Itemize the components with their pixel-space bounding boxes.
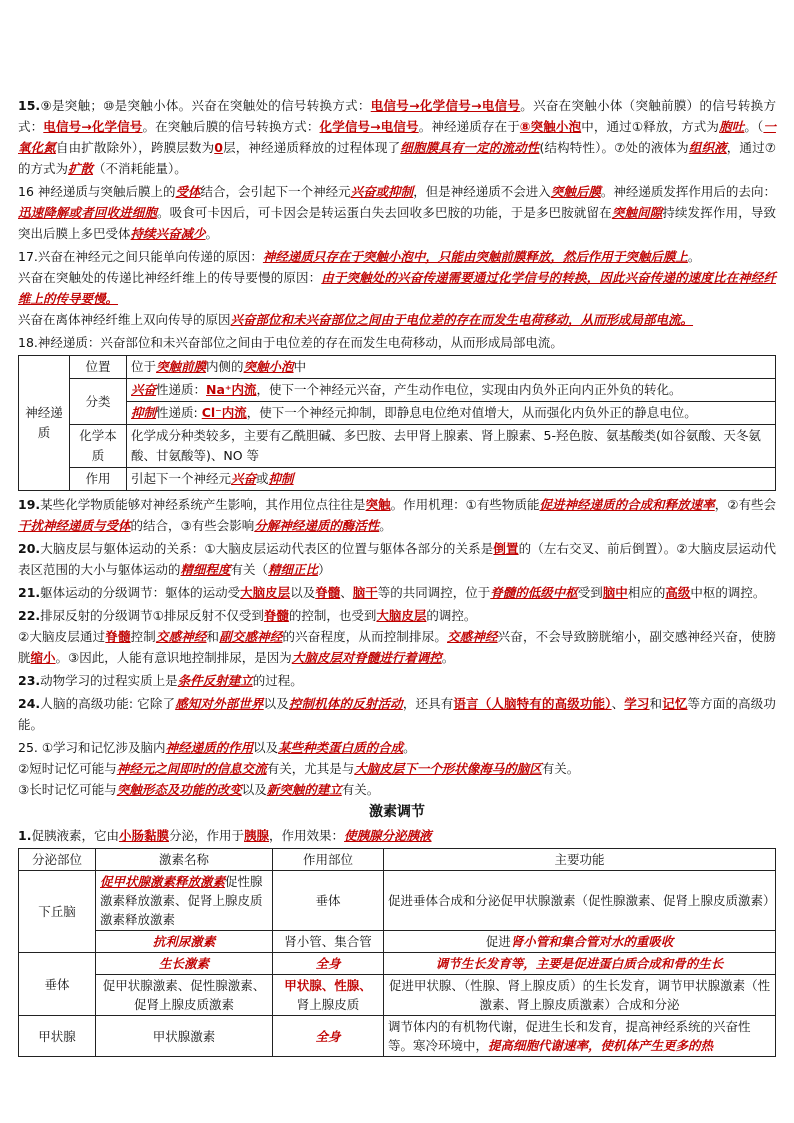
paragraph-19: 19.某些化学物质能够对神经系统产生影响，其作用位点往往是突触。作用机理：①有些物质能促进神经递质的合成和释放速率，②有些会干扰神经递质与受体的结合，③有些会影响分解神经递质的酶活性。 (18, 497, 776, 533)
answer-blank: 促进神经递质的合成和释放速率 (539, 497, 715, 512)
table-subheader: 化学本质 (70, 425, 127, 468)
section-title: 激素调节 (369, 804, 425, 820)
table-cell: 促甲状腺激素释放激素促性腺激素释放激素、促肾上腺皮质激素释放激素 (96, 871, 273, 931)
answer-blank: 迅速降解或者回收进细胞 (18, 205, 157, 220)
paragraph-h1: 1.促胰液素，它由小肠黏膜分泌，作用于胰腺，作用效果：使胰腺分泌胰液 (18, 828, 432, 843)
answer-blank: Cl⁻内流 (201, 405, 247, 420)
answer-blank: 化学信号→电信号 (319, 119, 419, 134)
answer-blank: 新突触的建立 (266, 782, 342, 797)
answer-blank: 脊髓 (263, 608, 289, 623)
table-cell: 下丘脑 (19, 871, 96, 953)
table-cell: 调节生长发育等，主要是促进蛋白质合成和骨的生长 (384, 953, 776, 975)
answer-blank: 0 (214, 140, 223, 155)
answer-blank: 脊髓 (315, 585, 341, 600)
answer-blank: 胰腺 (244, 828, 270, 843)
table-subheader: 位置 (70, 356, 127, 379)
answer-blank: 神经递质的作用 (165, 740, 254, 755)
answer-blank: 控制机体的反射活动 (288, 696, 403, 711)
table-header: 分泌部位 (19, 849, 96, 871)
table-cell: 抑制性递质: Cl⁻内流，使下一个神经元抑制，即静息电位绝对值增大，从而强化内负外正的静息电位。 (127, 402, 776, 425)
answer-blank: 交感神经 (447, 629, 498, 644)
table-cell: 甲状腺、性腺、 肾上腺皮质 (273, 975, 384, 1016)
paragraph-20: 20.大脑皮层与躯体运动的关系：①大脑皮层运动代表区的位置与躯体各部分的关系是倒置的（左右交叉、前后倒置）。②大脑皮层运动代表区范围的大小与躯体运动的精细程度有关（精细正比） (18, 541, 776, 577)
answer-blank: 促甲状腺激素释放激素 (100, 874, 226, 889)
answer-blank: 突触前膜 (156, 359, 207, 374)
paragraph-21: 21.躯体运动的分级调节：躯体的运动受大脑皮层以及脊髓、脑干等的共同调控，位于脊髓的低级中枢受到脑中相应的高级中枢的调控。 (18, 585, 766, 600)
document-page (18, 95, 776, 1057)
answer-blank: ⑧突触小泡 (519, 119, 582, 134)
table-cell: 垂体 (19, 953, 96, 1016)
paragraph-22: 22.排尿反射的分级调节①排尿反射不仅受到脊髓的控制，也受到大脑皮层的调控。 ②大脑皮层通过脊髓控制交感神经和副交感神经的兴奋程度，从而控制排尿。交感神经兴奋，不会导致膀胱缩小，副交感神经兴奋，使膀胱缩小。③因此，人能有意识地控制排尿，是因为大脑皮层对脊髓进行着调控。 (18, 608, 776, 665)
paragraph-16: 16 神经递质与突触后膜上的受体结合，会引起下一个神经元兴奋或抑制，但是神经递质不会进入突触后膜。神经递质发挥作用后的去向：迅速降解或者回收进细胞。吸食可卡因后，可卡因会是转运蛋白失去回收多巴胺的功能，于是多巴胺就留在突触间隙持续发挥作用，导致突出后膜上多巴受体持续兴奋减少。 (18, 184, 776, 241)
table-row-label: 神经递质 (19, 356, 70, 491)
table-cell: 促进肾小管和集合管对水的重吸收 (384, 931, 776, 953)
answer-blank: 脊髓 (105, 629, 131, 644)
hormone-table (18, 848, 776, 1057)
answer-blank: 由于突触处的兴奋传递需要通过化学信号的转换，因此兴奋传递的速度比在神经纤维上的传导要慢。 (18, 270, 776, 306)
table-header: 作用部位 (273, 849, 384, 871)
table-cell: 甲状腺 (19, 1016, 96, 1057)
table-cell: 全身 (273, 953, 384, 975)
answer-blank: 突触间隙 (611, 205, 663, 220)
answer-blank: 抑制 (268, 471, 294, 486)
table-cell: 生长激素 (96, 953, 273, 975)
table-cell: 调节体内的有机物代谢，促进生长和发育，提高神经系统的兴奋性等。寒冷环境中，提高细胞代谢速率，使机体产生更多的热 (384, 1016, 776, 1057)
table-cell: 全身 (273, 1016, 384, 1057)
answer-blank: 使胰腺分泌胰液 (344, 828, 432, 843)
table-cell: 促甲状腺激素、促性腺激素、促肾上腺皮质激素 (96, 975, 273, 1016)
answer-blank: 电信号→化学信号→电信号 (370, 98, 521, 113)
table-header: 激素名称 (96, 849, 273, 871)
answer-blank: 神经递质只存在于突触小泡中，只能由突触前膜释放，然后作用于突触后膜上 (262, 249, 688, 264)
answer-blank: 缩小 (30, 650, 56, 665)
answer-blank: 大脑皮层 (376, 608, 427, 623)
answer-blank: 细胞膜具有一定的流动性 (400, 140, 540, 155)
answer-blank: 扩散 (68, 161, 94, 176)
answer-blank: 大脑皮层 (240, 585, 291, 600)
answer-blank: 突触 (365, 497, 391, 512)
answer-blank: 抑制 (131, 405, 157, 420)
answer-blank: 兴奋 (231, 471, 257, 486)
table-cell: 位于突触前膜内侧的突触小泡中 (127, 356, 776, 379)
table-header: 主要功能 (384, 849, 776, 871)
answer-blank: 胞吐 (719, 119, 745, 134)
answer-blank: 分解神经递质的酶活性 (254, 518, 380, 533)
answer-blank: 突触小泡 (243, 359, 294, 374)
table-cell: 甲状腺激素 (96, 1016, 273, 1057)
paragraph-24: 24.人脑的高级功能: 它除了感知对外部世界以及控制机体的反射活动，还具有语言（人脑特有的高级功能）、学习和记忆等方面的高级功能。 (18, 696, 776, 732)
answer-blank: 记忆 (662, 696, 688, 711)
answer-blank: 突触形态及功能的改变 (116, 782, 242, 797)
table-subheader: 分类 (70, 379, 127, 425)
table-cell: 促进垂体合成和分泌促甲状腺激素（促性腺激素、促肾上腺皮质激素） (384, 871, 776, 931)
answer-blank: 小肠黏膜 (118, 828, 169, 843)
paragraph-15: 15.⑨是突触；⑩是突触小体。兴奋在突触处的信号转换方式：电信号→化学信号→电信号。兴奋在突触小体（突触前膜）的信号转换方式：电信号→化学信号。在突触后膜的信号转换方式：化学信号→电信号。神经递质存在于⑧突触小泡中，通过①释放，方式为胞吐。（一氧化氮自由扩散除外），跨膜层数为0层，神经递质释放的过程体现了细胞膜具有一定的流动性(结构特性）。⑦处的液体为组织液，通过⑦的方式为扩散（不消耗能量）。 (18, 98, 776, 176)
paragraph-17: 17.兴奋在神经元之间只能单向传递的原因：神经递质只存在于突触小泡中，只能由突触前膜释放，然后作用于突触后膜上。 兴奋在突触处的传递比神经纤维上的传导要慢的原因：由于突触处的兴奋传递需要通过化学信号的转换，因此兴奋传递的速度比在神经纤维上的传导要慢。 兴奋在离体神经纤维上双向传导的原因兴奋部位和未兴奋部位之间由于电位差的存在而发生电荷移动，从而形成局部电流。 (18, 249, 776, 327)
table-cell: 垂体 (273, 871, 384, 931)
paragraph-18: 18.神经递质：兴奋部位和未兴奋部位之间由于电位差的存在而发生电荷移动，从而形成局部电流。 (18, 335, 563, 350)
answer-blank: 兴奋或抑制 (350, 184, 414, 199)
answer-blank: 干扰神经递质与受体 (18, 518, 131, 533)
item-number: 15. (18, 98, 41, 113)
answer-blank: 一氧化氮 (18, 119, 776, 155)
answer-blank: Na⁺内流 (206, 382, 257, 397)
answer-blank: 感知对外部世界 (175, 696, 264, 711)
answer-blank: 学习 (624, 696, 650, 711)
answer-blank: 受体 (175, 184, 201, 199)
answer-blank: 突触后膜 (550, 184, 601, 199)
paragraph-25: 25. ①学习和记忆涉及脑内神经递质的作用以及某些种类蛋白质的合成。 ②短时记忆可能与神经元之间即时的信息交流有关，尤其是与大脑皮层下一个形状像海马的脑区有关。 ③长时记忆可能与突触形态及功能的改变以及新突触的建立有关。 (18, 740, 580, 797)
answer-blank: 倒置 (493, 541, 519, 556)
table-cell: 肾小管、集合管 (273, 931, 384, 953)
table-subheader: 作用 (70, 468, 127, 491)
answer-blank: 大脑皮层对脊髓进行着调控 (291, 650, 442, 665)
table-cell: 促进甲状腺、（性腺、肾上腺皮质）的生长发育，调节甲状腺激素（性激素、肾上腺皮质激素）合成和分泌 (384, 975, 776, 1016)
answer-blank: 交感神经 (155, 629, 207, 644)
answer-blank: 组织液 (688, 140, 727, 155)
table-cell: 化学成分种类较多，主要有乙酰胆碱、多巴胺、去甲肾上腺素、肾上腺素、5-羟色胺、氨基酸类(如谷氨酸、天冬氨酸、甘氨酸等)、NO 等 (127, 425, 776, 468)
neurotransmitter-table (18, 355, 776, 491)
answer-blank: 神经元之间即时的信息交流 (116, 761, 267, 776)
answer-blank: 兴奋部位和未兴奋部位之间由于电位差的存在而发生电荷移动，从而形成局部电流。 (230, 312, 694, 327)
answer-blank: 脑中 (602, 585, 628, 600)
answer-blank: 脑干 (352, 585, 378, 600)
answer-blank: 兴奋 (131, 382, 157, 397)
answer-blank: 语言（人脑特有的高级功能） (453, 696, 612, 711)
answer-blank: 持续兴奋减少 (130, 226, 206, 241)
table-cell: 引起下一个神经元兴奋或抑制 (127, 468, 776, 491)
answer-blank: 精细程度 (180, 562, 231, 577)
answer-blank: 精细正比 (268, 562, 319, 577)
table-cell: 兴奋性递质：Na⁺内流，使下一个神经元兴奋，产生动作电位，实现由内负外正向内正外负的转化。 (127, 379, 776, 402)
answer-blank: 某些种类蛋白质的合成 (278, 740, 404, 755)
answer-blank: 电信号→化学信号 (43, 119, 143, 134)
table-cell: 抗利尿激素 (96, 931, 273, 953)
answer-blank: 条件反射建立 (177, 673, 253, 688)
paragraph-23: 23.动物学习的过程实质上是条件反射建立的过程。 (18, 673, 303, 688)
answer-blank: 副交感神经 (219, 629, 283, 644)
answer-blank: 脊髓的低级中枢 (490, 585, 578, 600)
answer-blank: 高级 (665, 585, 691, 600)
answer-blank: 大脑皮层下一个形状像海马的脑区 (354, 761, 542, 776)
